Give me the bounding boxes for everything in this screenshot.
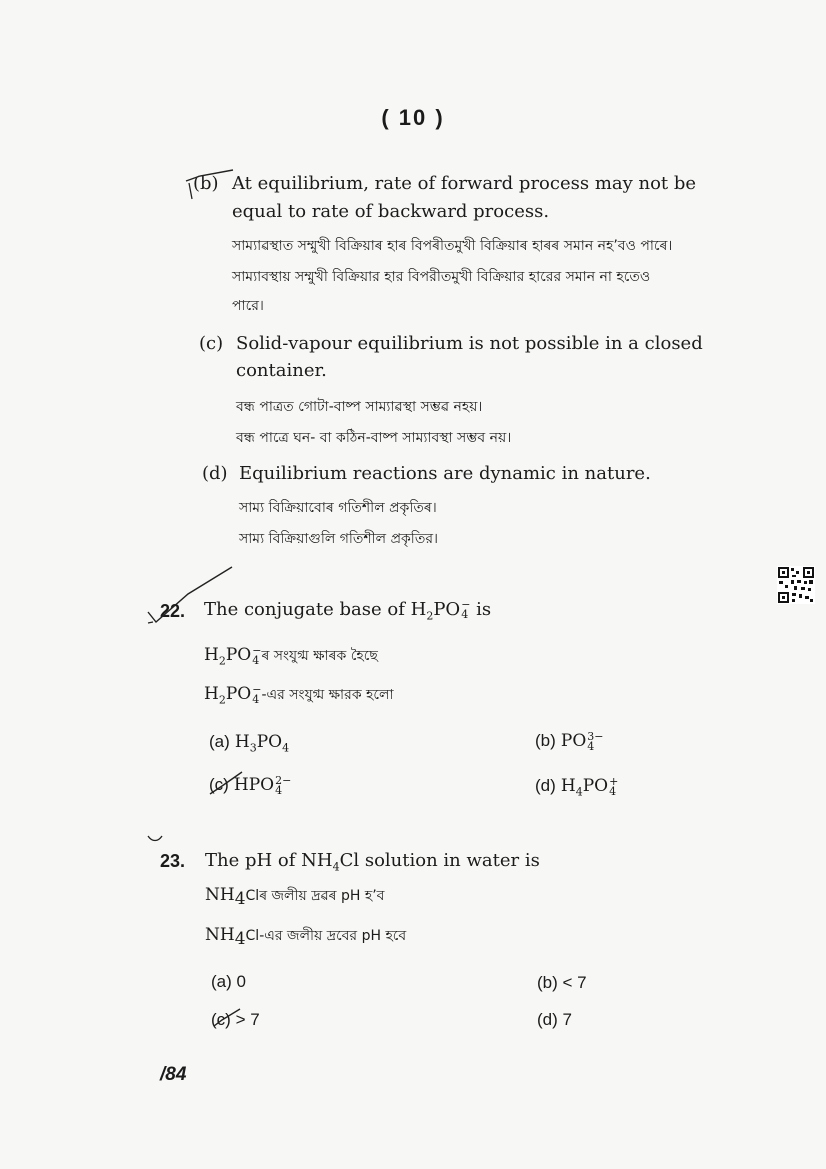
- q22-question-en: The conjugate base of $H_2PO$ − 4 is: [204, 598, 492, 623]
- option-c-assamese: বন্ধ পাত্ৰত গোটা-বাষ্প সাম্যাৱস্থা সম্ভৱ নহয়।: [236, 399, 483, 415]
- q23-question-bengali: $NH_4Cl-এর$ জলীয় দ্রবের pH হবে: [205, 925, 407, 950]
- q23-option-c[interactable]: (c) > 7: [211, 1010, 260, 1029]
- option-c-bengali: বন্ধ পাত্রে ঘন- বা কঠিন-বাষ্প সাম্যাবস্থা সম্ভব নয়।: [236, 430, 512, 446]
- option-b-en-line1: At equilibrium, rate of forward process may not be: [232, 173, 697, 194]
- option-d-en: Equilibrium reactions are dynamic in nature.: [239, 463, 651, 484]
- q23-question-en: The pH of $NH_4Cl$ solution in water is: [205, 850, 540, 874]
- q22-option-b[interactable]: (b) PO 3− 4: [535, 729, 604, 753]
- option-b-en-line2: equal to rate of backward process.: [232, 201, 550, 222]
- q22-option-d[interactable]: (d) $H_4PO$ + 4: [535, 774, 619, 799]
- option-b-assamese: সাম্যাৱস্থাত সম্মুখী বিক্ৰিয়াৰ হাৰ বিপৰীতমুখী বিক্ৰিয়াৰ হাৰৰ সমান নহ’বও পাৰে।: [232, 238, 673, 254]
- q23-question-assamese: $NH_4Clৰ$ জলীয় দ্ৰৱৰ pH হ’ব: [205, 885, 385, 910]
- q23-option-b[interactable]: (b) < 7: [537, 973, 587, 992]
- option-d-bengali: সাম্য বিক্রিয়াগুলি গতিশীল প্রকৃতির।: [239, 531, 439, 547]
- option-b-bengali-line1: সাম্যাবস্থায় সম্মুখী বিক্রিয়ার হার বিপরীতমুখী বিক্রিয়ার হারের সমান না হতেও: [232, 269, 651, 285]
- q22-option-a[interactable]: (a) $H_3PO_4$: [209, 732, 290, 755]
- option-c-en-line1: Solid-vapour equilibrium is not possible in a closed: [236, 333, 703, 354]
- option-d-label: (d): [202, 463, 228, 484]
- q23-number: 23.: [160, 851, 186, 871]
- q23-option-d[interactable]: (d) 7: [537, 1010, 572, 1029]
- q22-option-c[interactable]: (c) HPO 2− 4: [209, 773, 292, 797]
- page-number: ( 10 ): [381, 105, 445, 130]
- q22-question-bengali: $H_2PO$ − 4 -এর সংযুগ্ম ক্ষারক হলো: [204, 682, 394, 707]
- q22-number: 22.: [160, 601, 186, 621]
- option-b-bengali-line2: পারে।: [232, 298, 264, 314]
- option-d-assamese: সাম্য বিক্ৰিয়াবোৰ গতিশীল প্ৰকৃতিৰ।: [239, 500, 437, 516]
- option-b-label: (b): [193, 173, 219, 194]
- q22-question-assamese: $H_2PO$ − 4 ৰ সংযুগ্ম ক্ষাৰক হৈছে: [204, 643, 378, 668]
- qr-code-icon: [777, 566, 815, 604]
- q23-option-a[interactable]: (a) 0: [211, 972, 246, 991]
- option-c-en-line2: container.: [236, 360, 327, 381]
- option-c-label: (c): [199, 333, 224, 354]
- page-footer-code: /84: [160, 1064, 187, 1085]
